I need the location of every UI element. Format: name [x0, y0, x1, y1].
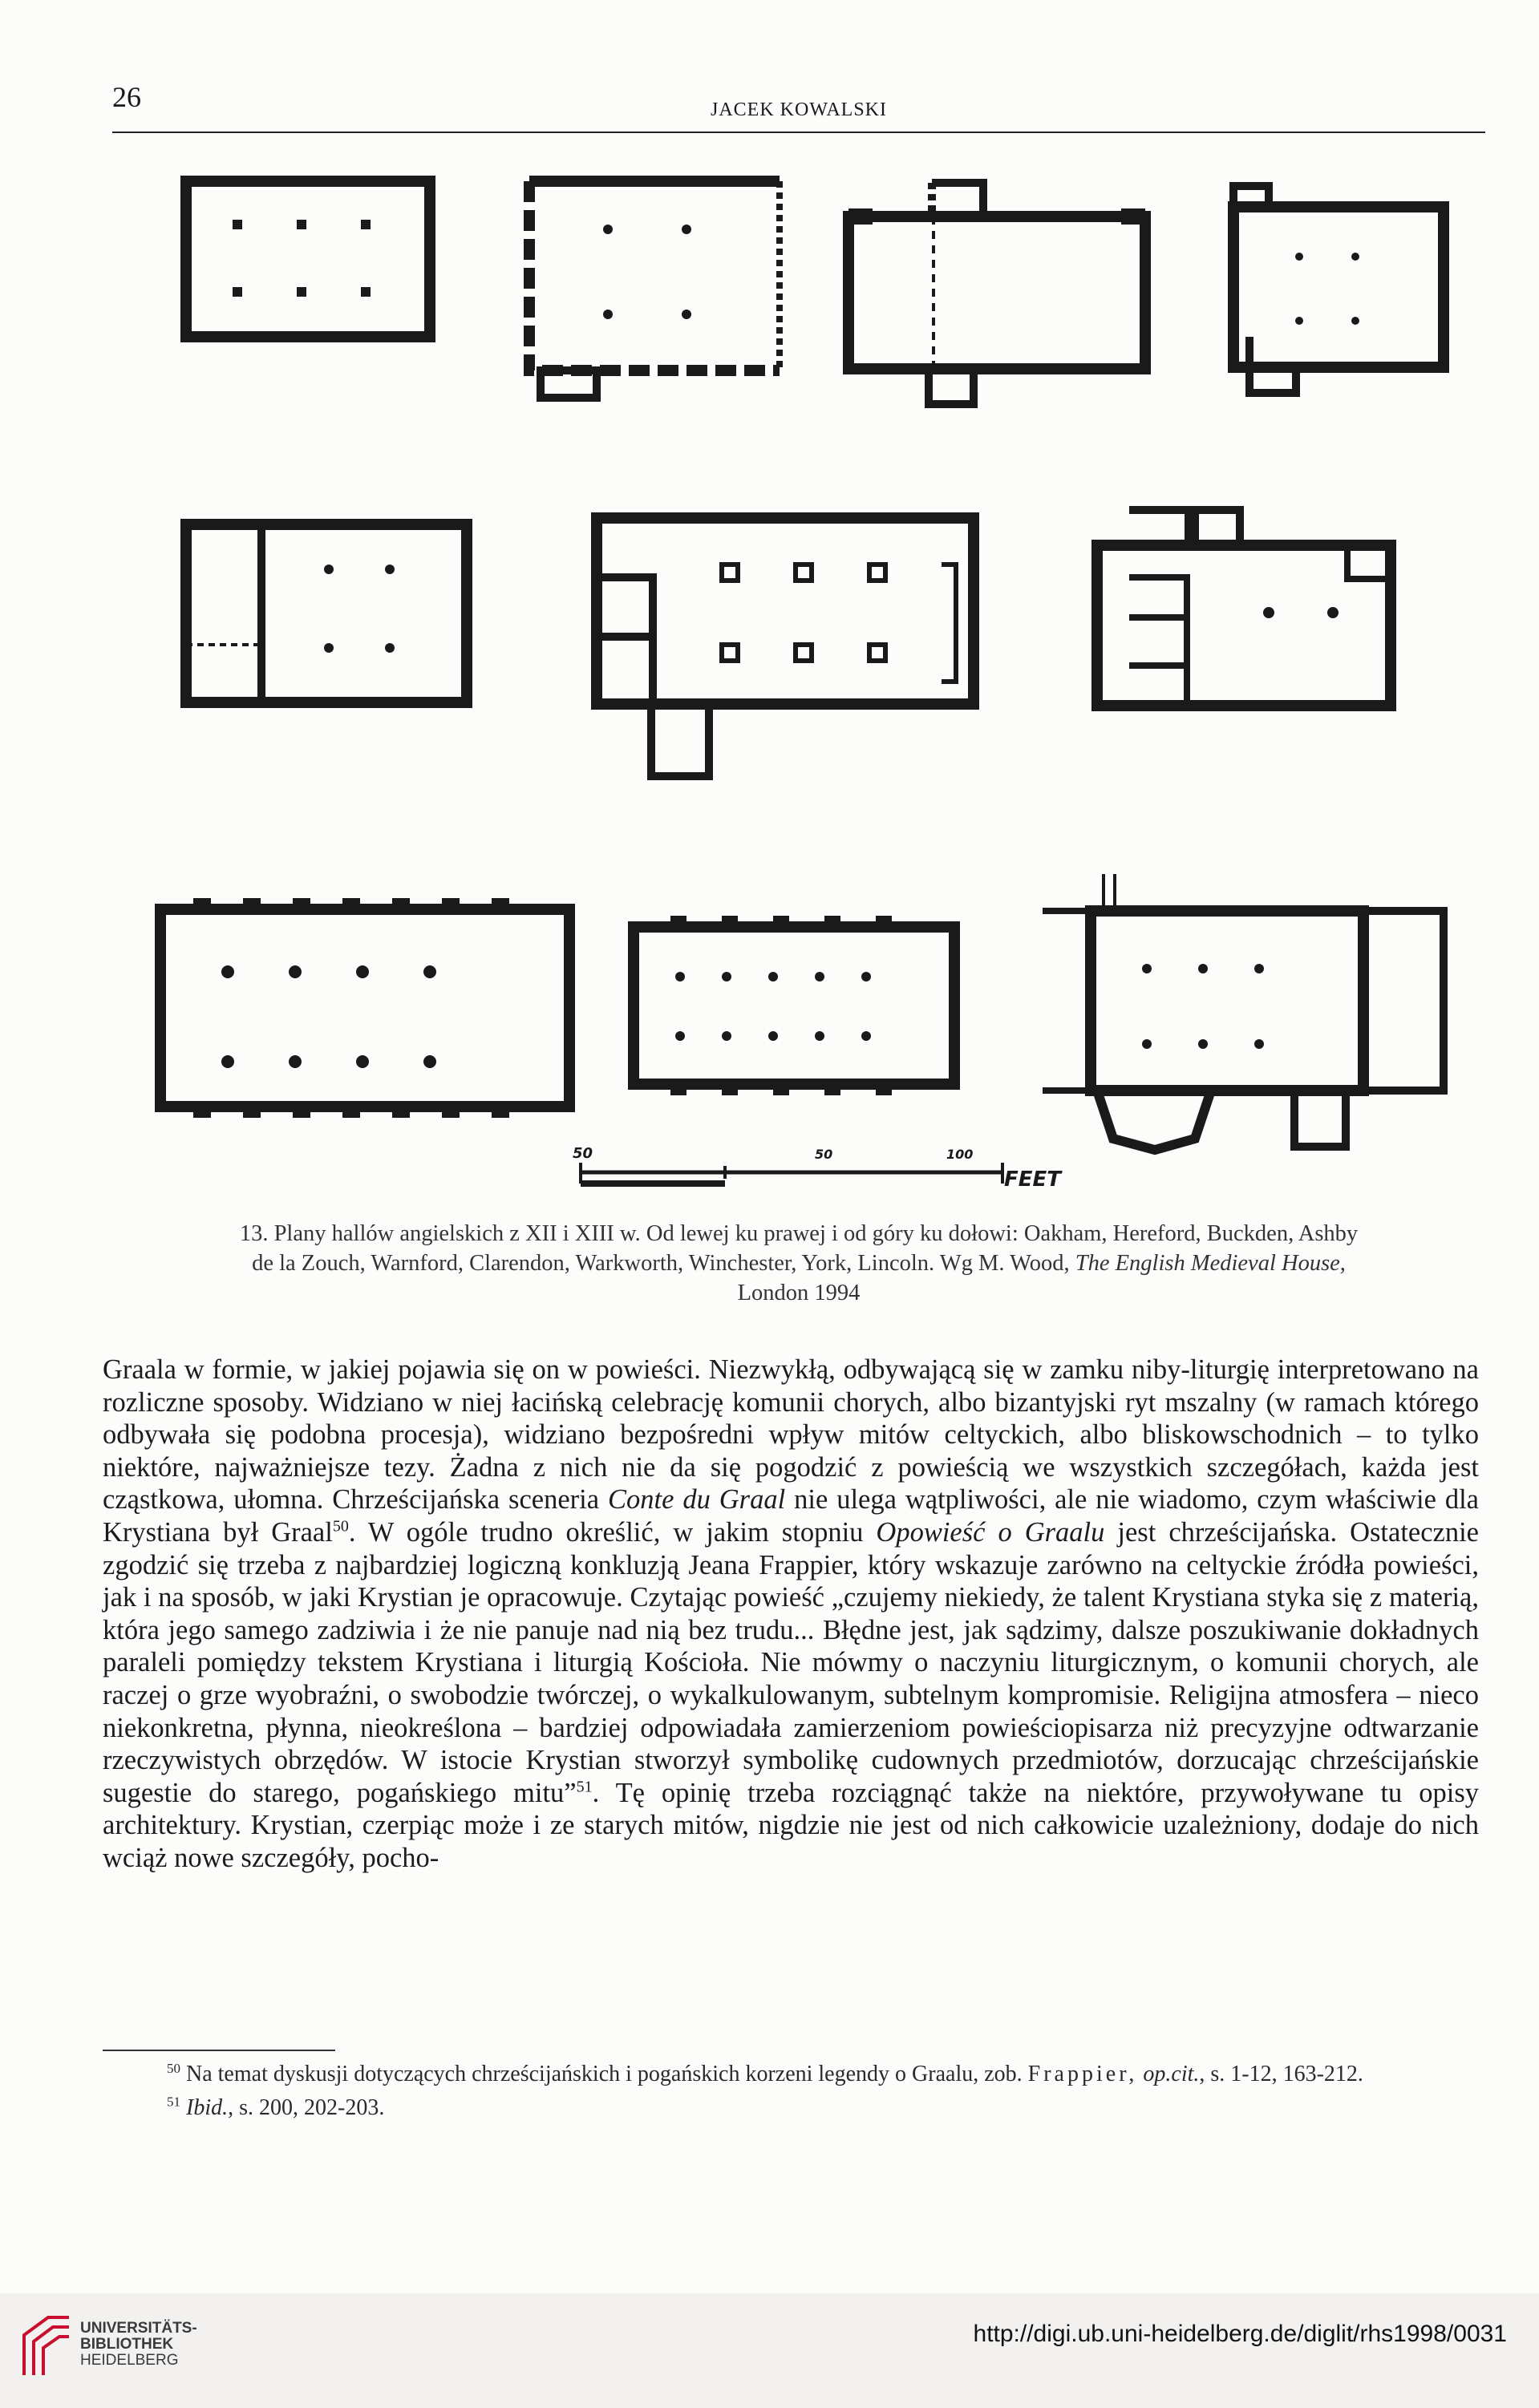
page-header	[112, 77, 1485, 130]
caption-line-1: 13. Plany hallów angielskich z XII i XIII w. Od lewej ku prawej i od góry ku dołowi: Oakham, Hereford, Buckden, Ashby	[239, 1221, 1359, 1246]
caption-line-3: London 1994	[737, 1281, 861, 1305]
floor-plans-drawing	[112, 152, 1485, 1211]
plan-clarendon	[597, 518, 974, 776]
footnote-50: $^{50}$ Na temat dyskusji dotyczących chrześcijańskich i pogańskich korzeni legendy o Graalu, zob. Frappier, op.cit., s. 1-12, 163-212.	[167, 2060, 1363, 2086]
footnotes	[103, 2058, 1479, 2125]
plan-warnford	[186, 524, 467, 702]
plan-oakham	[186, 181, 430, 337]
plan-york	[634, 916, 954, 1095]
scale-bar	[581, 1163, 1002, 1184]
plan-ashby	[1233, 186, 1444, 393]
plan-winchester	[160, 898, 569, 1118]
caption-book-title: The English Medieval House,	[1075, 1251, 1346, 1276]
body-paragraph: Graala w formie, w jakiej pojawia się on w powieści. Niezwykłą, odbywającą się w zamku niby-liturgię interpretowano na rozliczne sposoby. Widziano w niej łacińską celebrację komunii chorych, albo bizantyjski ryt mszalny (w ramach którego odbywała się podobna procesja), widziano bezpośredni wpływ mitów celtyckich, albo bliskowschodnich – to tylko niektóre, najważniejsze tezy. Żadna z nich nie da się pogodzić z powieścią we wszystkich szczegółach, każda jest cząstkowa, ułomna. Chrześcijańska sceneria Conte du Graal nie ulega wątpliwości, ale nie wiadomo, czym właściwie dla Krystiana był Graal$^{50}$. W ogóle trudno określić, w jakim stopniu Opowieść o Graalu jest chrześcijańska. Ostatecznie zgodzić się trzeba z najbardziej logiczną konkluzją Jeana Frappier, który wskazuje zarówno na celtyckie źródła powieści, jak i na sposób, w jaki Krystian je opracowuje. Czytając powieść „czujemy niekiedy, że talent Krystiana styka się z materią, która jego samego zadziwia i że nie panuje nad nią bez trudu... Błędne jest, jak sądzimy, dalsze poszukiwanie dokładnych paraleli pomiędzy tekstem Krystiana i liturgią Kościoła. Nie mówmy o naczyniu liturgicznym, o komunii chorych, ale raczej o grze wyobraźni, o swobodzie twórczej, o wykalkulowanym, subtelnym kompromisie. Religijna atmosfera – nieco niekonkretna, płynna, nieokreślona – bardziej odpowiadała zamierzeniom powieściopisarza niż precyzyjne odtwarzanie rzeczywistych obrzędów. W istocie Krystian stworzył symbolikę cudownych przedmiotów, dorzucając chrześcijańskie sugestie do starego, pogańskiego mitu”$^{51}$. Tę opinię trzeba rozciągnąć także na niektóre, przywoływane tu opisy architektury. Krystian, czerpiąc może i ze starych mitów, nigdzie nie jest od nich całkowicie uzależniony, dodaje do nich wciąż nowe szczegóły, pocho-	[103, 1354, 1479, 1873]
library-logo-icon	[16, 2311, 74, 2383]
plan-warkworth	[1097, 510, 1391, 706]
scale-label-start: 50	[573, 1145, 593, 1162]
running-head: JACEK KOWALSKI	[711, 99, 887, 120]
floor-plans-figure	[112, 152, 1485, 1211]
caption-line-2: de la Zouch, Warnford, Clarendon, Warkworth, Winchester, York, Lincoln. Wg M. Wood, The English Medieval House,	[252, 1251, 1346, 1276]
footnote-51: $^{51}$ Ibid., s. 200, 202-203.	[167, 2094, 385, 2120]
footnote-ref-50[interactable]: 50	[332, 1517, 349, 1536]
plan-hereford	[529, 181, 780, 398]
work-title-conte: Conte du Graal	[607, 1484, 786, 1516]
scale-label-mid: 50	[815, 1147, 833, 1162]
page-number: 26	[112, 81, 141, 113]
header-rule	[112, 132, 1485, 133]
library-name: UNIVERSITÄTS- BIBLIOTHEK HEIDELBERG	[80, 2320, 197, 2369]
scale-label-end: 100	[946, 1147, 974, 1162]
footnote-rule	[103, 2050, 335, 2051]
plan-lincoln	[1043, 874, 1444, 1150]
work-title-opowiesc: Opowieść o Graalu	[876, 1516, 1105, 1548]
figure-caption	[112, 1219, 1485, 1308]
footer-bar	[0, 2293, 1539, 2408]
footnote-ref-51[interactable]: 51	[576, 1778, 593, 1796]
plan-buckden	[848, 183, 1145, 404]
source-url-link[interactable]: http://digi.ub.uni-heidelberg.de/diglit/rhs1998/0031	[973, 2321, 1507, 2347]
scale-unit-label: FEET	[1004, 1168, 1062, 1192]
